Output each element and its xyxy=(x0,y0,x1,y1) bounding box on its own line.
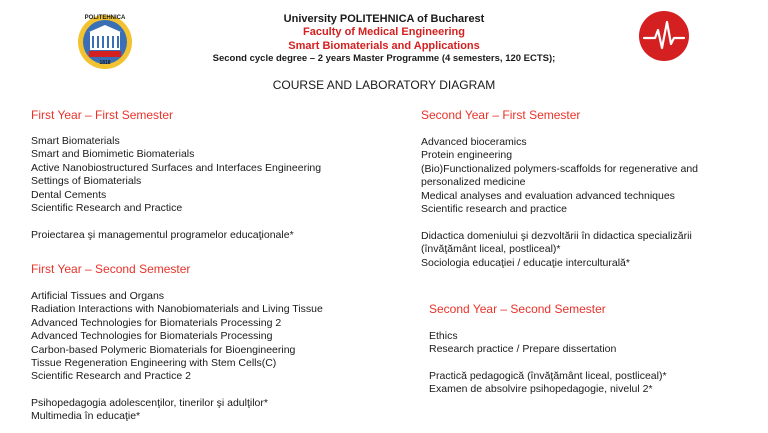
list-item: Examen de absolvire psihopedagogie, nivelul 2* xyxy=(429,383,653,396)
logo-left-year: 1818 xyxy=(99,60,111,66)
faculty-name: Faculty of Medical Engineering xyxy=(303,26,465,38)
list-item: (Bio)Functionalized polymers-scaffolds for regenerative and xyxy=(421,162,699,175)
list-item: Sociologia educaţiei / educaţie interculturală* xyxy=(421,256,630,269)
y1s2-title: First Year – Second Semester xyxy=(31,262,191,276)
list-item: Scientific Research and Practice xyxy=(31,202,183,215)
list-item: Psihopedagogia adolescenţilor, tinerilor şi adulţilor* xyxy=(31,397,268,409)
y2s1-courses xyxy=(421,136,698,216)
list-item: Active Nanobiostructured Surfaces and Interfaces Engineering xyxy=(31,161,322,174)
list-item: personalized medicine xyxy=(421,176,526,189)
list-item: Tissue Regeneration Engineering with Stem Cells(C) xyxy=(31,357,277,370)
list-item: Smart and Biomimetic Biomaterials xyxy=(31,148,195,161)
list-item: Advanced bioceramics xyxy=(421,136,527,148)
list-item: (învăţământ liceal, postliceal)* xyxy=(421,243,561,256)
list-item: Ethics xyxy=(429,330,458,342)
y1s2-courses xyxy=(31,290,323,384)
y1s2-optional xyxy=(31,397,268,424)
list-item: Medical analyses and evaluation advanced techniques xyxy=(421,189,675,202)
list-item: Artificial Tissues and Organs xyxy=(31,290,165,302)
logo-left-text: POLITEHNICA xyxy=(84,15,126,21)
degree-description: Second cycle degree – 2 years Master Programme (4 semesters, 120 ECTS); xyxy=(212,53,556,64)
diagram-title: COURSE AND LABORATORY DIAGRAM xyxy=(272,78,496,92)
y2s2-optional xyxy=(429,370,667,397)
list-item: Protein engineering xyxy=(421,149,513,162)
y2s1-title: Second Year – First Semester xyxy=(421,108,581,122)
list-item: Scientific research and practice xyxy=(421,203,567,216)
y1s1-optional xyxy=(31,229,294,242)
list-item: Scientific Research and Practice 2 xyxy=(31,370,191,383)
y1s1-courses xyxy=(31,135,321,215)
list-item: Practică pedagogică (învăţământ liceal, postliceal)* xyxy=(429,370,667,382)
programme-name: Smart Biomaterials and Applications xyxy=(288,40,480,52)
y1s1-title: First Year – First Semester xyxy=(31,108,174,122)
list-item: Radiation Interactions with Nanobiomaterials and Living Tissue xyxy=(31,303,323,316)
list-item: Advanced Technologies for Biomaterials Processing 2 xyxy=(31,316,282,329)
list-item: Smart Biomaterials xyxy=(31,135,120,147)
y2s1-optional xyxy=(421,230,692,270)
list-item: Settings of Biomaterials xyxy=(31,175,142,188)
list-item: Advanced Technologies for Biomaterials Processing xyxy=(31,330,273,343)
list-item: Dental Cements xyxy=(31,188,107,201)
list-item: Research practice / Prepare dissertation xyxy=(429,343,617,356)
list-item: Multimedia în educaţie* xyxy=(31,410,141,423)
y2s2-courses xyxy=(429,330,616,357)
university-name: University POLITEHNICA of Bucharest xyxy=(283,13,485,25)
list-item: Proiectarea şi managementul programelor educaţionale* xyxy=(31,229,294,241)
y2s2-title: Second Year – Second Semester xyxy=(429,302,606,316)
list-item: Didactica domeniului şi dezvoltării în didactica specializării xyxy=(421,230,692,242)
list-item: Carbon-based Polymeric Biomaterials for Bioengineering xyxy=(31,343,296,356)
